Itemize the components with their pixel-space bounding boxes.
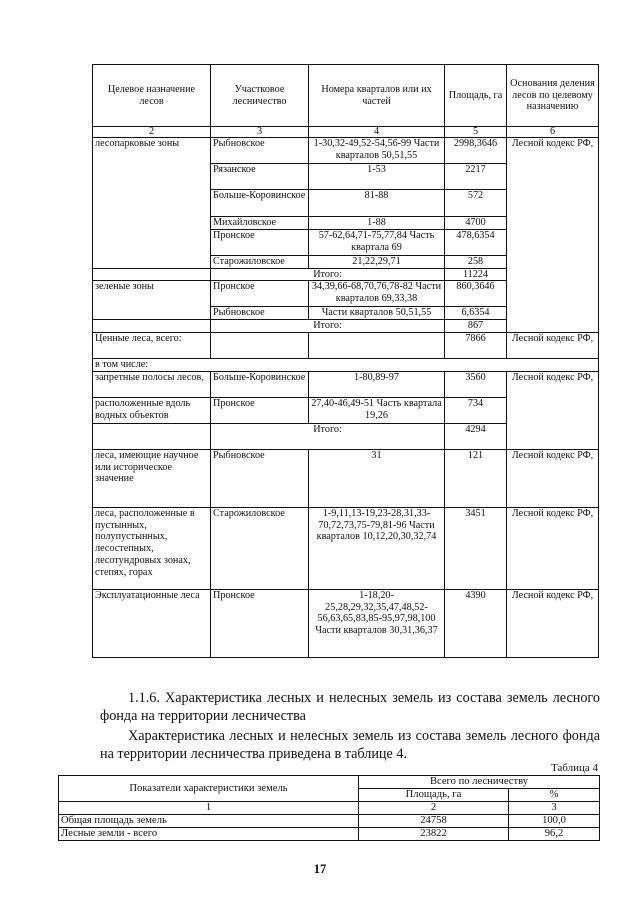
forestry-cell: Старожиловское (211, 507, 309, 589)
quarters-cell: 1-80,89-97 (309, 371, 445, 397)
quarters-cell: 57-62,64,71-75,77,84 Часть квартала 69 (309, 229, 445, 255)
forestry-cell: Пронское (211, 281, 309, 307)
quarters-cell: 21,22,29,71 (309, 255, 445, 268)
header-indicator: Показатели характеристики земель (59, 776, 359, 802)
section-heading: 1.1.6. Характеристика лесных и нелесных земель из состава земель лесного фонда на территории лесничества (100, 690, 600, 724)
quarters-cell: 1-18,20-25,28,29,32,35,47,48,52-56,63,65,83,85-95,97,98,100 Части кварталов 30,31,36,37 (309, 589, 445, 657)
forestry-cell: Рыбновское (211, 138, 309, 164)
col-number: 5 (445, 127, 507, 138)
table-row (93, 371, 599, 397)
indicator-name: Лесные земли - всего (59, 828, 359, 841)
header-area: Площадь, га (445, 65, 507, 127)
table-row (93, 589, 599, 657)
forest-purpose-table (92, 64, 599, 658)
basis-cell: Лесной кодекс РФ, (507, 507, 599, 589)
basis-cell: Лесной кодекс РФ, (507, 332, 599, 358)
area-cell: 2998,3646 (445, 138, 507, 164)
percent-value: 100,0 (509, 815, 600, 828)
area-cell: 4700 (445, 217, 507, 230)
section-intro: Характеристика лесных и нелесных земель из состава земель лесного фонда на территории лесничества приведена в таблице 4. (100, 728, 600, 762)
header-purpose: Целевое назначение лесов (93, 65, 211, 127)
empty-cell (93, 320, 211, 333)
purpose-cell: Ценные леса, всего: (93, 332, 211, 358)
table-row (93, 507, 599, 589)
quarters-cell: 1-30,32-49,52-54,56-99 Части кварталов 50,51,55 (309, 138, 445, 164)
quarters-cell: 81-88 (309, 190, 445, 217)
forestry-cell: Михайловское (211, 217, 309, 230)
purpose-cell: Эксплуатационные леса (93, 589, 211, 657)
col-number: 4 (309, 127, 445, 138)
forestry-cell: Рыбновское (211, 307, 309, 320)
area-value: 24758 (359, 815, 509, 828)
forestry-cell: Больше-Коровинское (211, 190, 309, 217)
purpose-cell: леса, имеющие научное или историческое значение (93, 449, 211, 507)
col-number: 2 (93, 127, 211, 138)
col-number: 2 (359, 802, 509, 815)
area-cell: 7866 (445, 332, 507, 358)
empty-cell (211, 332, 309, 358)
column-numbers-row (93, 127, 599, 138)
basis-cell: Лесной кодекс РФ, (507, 589, 599, 657)
forestry-cell: Пронское (211, 589, 309, 657)
percent-value: 96,2 (509, 828, 600, 841)
table-row (59, 815, 600, 828)
purpose-cell: расположенные вдоль водных объектов (93, 397, 211, 423)
basis-cell: Лесной кодекс РФ, (507, 449, 599, 507)
table-row (59, 828, 600, 841)
subtotal-value: 867 (445, 320, 507, 333)
header-total: Всего по лесничеству (359, 776, 600, 789)
table-row (93, 449, 599, 507)
table-row (93, 138, 599, 164)
land-characteristics-table (58, 775, 600, 841)
area-cell: 478,6354 (445, 229, 507, 255)
header-basis: Основания деления лесов по целевому назначению (507, 65, 599, 127)
quarters-cell: 34,39,66-68,70,76,78-82 Части кварталов 69,33,38 (309, 281, 445, 307)
purpose-cell: лесопарковые зоны (93, 138, 211, 269)
area-cell: 572 (445, 190, 507, 217)
area-value: 23822 (359, 828, 509, 841)
quarters-cell: 31 (309, 449, 445, 507)
forestry-cell: Рыбновское (211, 449, 309, 507)
area-cell: 3451 (445, 507, 507, 589)
subtotal-value: 11224 (445, 268, 507, 281)
quarters-cell: 1-88 (309, 217, 445, 230)
forestry-cell: Пронское (211, 229, 309, 255)
page-number: 17 (313, 862, 327, 876)
basis-cell: Лесной кодекс РФ, (507, 371, 599, 449)
empty-cell (93, 423, 211, 449)
area-cell: 6,6354 (445, 307, 507, 320)
indicator-name: Общая площадь земель (59, 815, 359, 828)
subtotal-label: Итого: (211, 423, 445, 449)
col-number: 3 (211, 127, 309, 138)
quarters-cell: 27,40-46,49-51 Часть квартала 19,26 (309, 397, 445, 423)
area-cell: 3560 (445, 371, 507, 397)
table-header-row (93, 65, 599, 127)
including-label: в том числе: (93, 358, 599, 371)
area-cell: 258 (445, 255, 507, 268)
area-cell: 4390 (445, 589, 507, 657)
table4-caption: Таблица 4 (550, 762, 598, 774)
forestry-cell: Старожиловское (211, 255, 309, 268)
subtotal-value: 4294 (445, 423, 507, 449)
subtotal-label: Итого: (211, 268, 445, 281)
area-cell: 121 (445, 449, 507, 507)
area-cell: 734 (445, 397, 507, 423)
table-row (93, 358, 599, 371)
quarters-cell: Части кварталов 50,51,55 (309, 307, 445, 320)
quarters-cell: 1-53 (309, 164, 445, 190)
header-forestry: Участковое лесничество (211, 65, 309, 127)
table-row (93, 332, 599, 358)
area-cell: 2217 (445, 164, 507, 190)
header-percent: % (509, 789, 600, 802)
purpose-cell: запретные полосы лесов, (93, 371, 211, 397)
purpose-cell: зеленые зоны (93, 281, 211, 320)
col-number: 1 (59, 802, 359, 815)
table-header-row (59, 776, 600, 789)
col-number: 6 (507, 127, 599, 138)
purpose-cell: леса, расположенные в пустынных, полупустынных, лесостепных, лесотундровых зонах, степях, горах (93, 507, 211, 589)
forestry-cell: Больше-Коровинское (211, 371, 309, 397)
column-numbers-row (59, 802, 600, 815)
col-number: 3 (509, 802, 600, 815)
quarters-cell: 1-9,11,13-19,23-28,31,33-70,72,73,75-79,81-96 Части кварталов 10,12,20,30,32,74 (309, 507, 445, 589)
forestry-cell: Пронское (211, 397, 309, 423)
subtotal-label: Итого: (211, 320, 445, 333)
header-quarters: Номера кварталов или их частей (309, 65, 445, 127)
empty-cell (93, 268, 211, 281)
empty-cell (309, 332, 445, 358)
area-cell: 860,3646 (445, 281, 507, 307)
header-area: Площадь, га (359, 789, 509, 802)
forestry-cell: Рязанское (211, 164, 309, 190)
basis-cell: Лесной кодекс РФ, (507, 138, 599, 333)
